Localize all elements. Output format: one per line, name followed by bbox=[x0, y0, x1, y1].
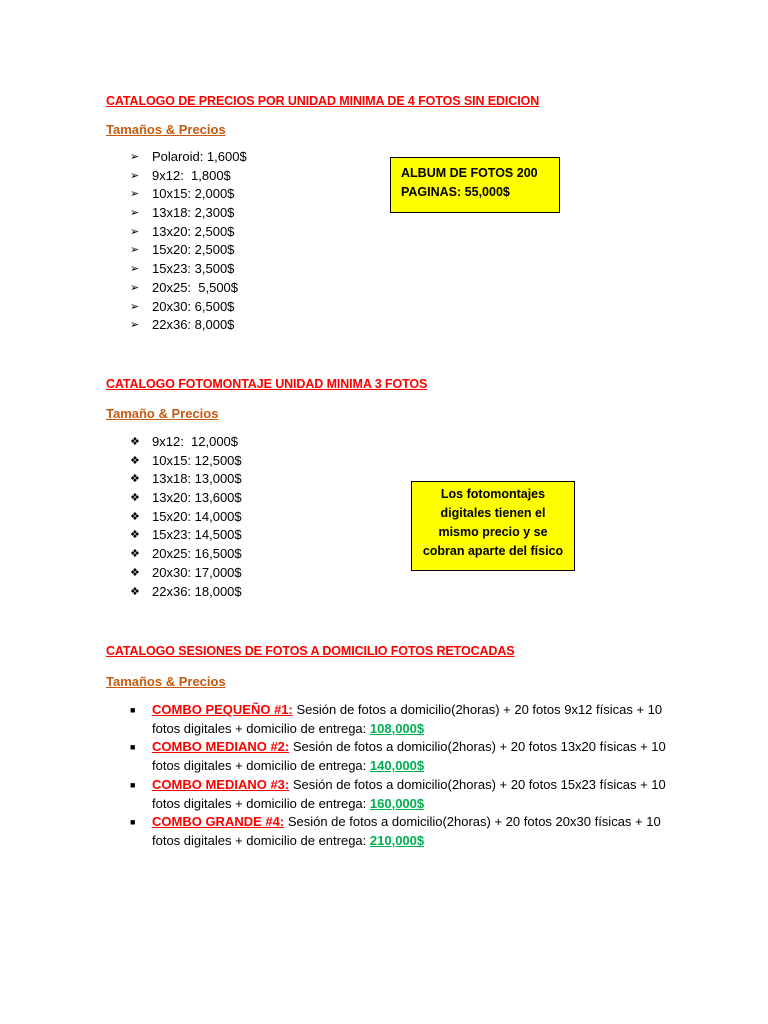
section1-price-list bbox=[130, 148, 247, 335]
section2-price-list bbox=[130, 433, 242, 601]
price-list-item-text: Polaroid: 1,600$ bbox=[152, 149, 247, 164]
combo-body bbox=[152, 738, 690, 775]
price-list-item bbox=[130, 316, 247, 335]
combo-description: Sesión de fotos a domicilio(2horas) + 20 fotos 9x12 físicas + 10 fotos digitales + domicilio de entrega: bbox=[152, 702, 663, 736]
price-list-item bbox=[130, 470, 242, 489]
price-list-item-text: 20x25: 16,500$ bbox=[152, 546, 242, 562]
diamond-bullet-icon: ❖ bbox=[130, 473, 140, 486]
price-list-item-text: 22x36: 18,000$ bbox=[152, 583, 242, 599]
diamond-bullet-icon: ❖ bbox=[130, 510, 140, 523]
square-bullet-icon: ■ bbox=[130, 779, 136, 790]
combo-label: COMBO MEDIANO #2: bbox=[152, 739, 290, 755]
arrowhead-bullet-icon: ➢ bbox=[130, 207, 140, 220]
section3-subtitle: Tamaños & Precios bbox=[106, 674, 226, 689]
arrowhead-bullet-icon: ➢ bbox=[130, 169, 140, 182]
combo-label: COMBO GRANDE #4: bbox=[152, 814, 285, 830]
combo-description: Sesión de fotos a domicilio(2horas) + 20 fotos 15x23 físicas + 10 fotos digitales + domicilio de entrega: bbox=[152, 776, 666, 811]
section2-title: CATALOGO FOTOMONTAJE UNIDAD MINIMA 3 FOTOS bbox=[106, 377, 428, 391]
price-list-item bbox=[130, 526, 242, 545]
section3-title: CATALOGO SESIONES DE FOTOS A DOMICILIO FOTOS RETOCADAS bbox=[106, 644, 515, 658]
fotomontaje-note-box bbox=[411, 481, 575, 571]
price-list-item bbox=[130, 583, 242, 602]
price-list-item bbox=[130, 148, 247, 167]
price-list-item bbox=[130, 564, 242, 583]
arrowhead-bullet-icon: ➢ bbox=[130, 319, 140, 332]
price-list-item-text: 20x30: 6,500$ bbox=[152, 298, 235, 314]
combo-label: COMBO MEDIANO #3: bbox=[152, 776, 290, 792]
fotomontaje-note-line: cobran aparte del físico bbox=[422, 544, 564, 558]
combo-price: 210,000$ bbox=[369, 832, 425, 848]
combo-body bbox=[152, 813, 690, 850]
combo-list bbox=[130, 701, 690, 851]
price-list-item-text: 13x20: 13,600$ bbox=[152, 490, 242, 506]
arrowhead-bullet-icon: ➢ bbox=[130, 244, 140, 257]
arrowhead-bullet-icon: ➢ bbox=[130, 225, 140, 238]
diamond-bullet-icon: ❖ bbox=[130, 492, 140, 505]
price-list-item-text: 10x15: 12,500$ bbox=[152, 452, 242, 468]
diamond-bullet-icon: ❖ bbox=[130, 454, 140, 467]
price-list-item bbox=[130, 298, 247, 317]
arrowhead-bullet-icon: ➢ bbox=[130, 300, 140, 313]
arrowhead-bullet-icon: ➢ bbox=[130, 188, 140, 201]
album-note-line: PAGINAS: 55,000$ bbox=[401, 185, 510, 199]
fotomontaje-note-line: digitales tienen el bbox=[440, 506, 546, 520]
price-list-item-text: 15x23: 14,500$ bbox=[152, 527, 242, 543]
combo-item bbox=[130, 813, 690, 850]
combo-item bbox=[130, 701, 690, 738]
diamond-bullet-icon: ❖ bbox=[130, 585, 140, 598]
arrowhead-bullet-icon: ➢ bbox=[130, 281, 140, 294]
diamond-bullet-icon: ❖ bbox=[130, 529, 140, 542]
price-list-item-text: 22x36: 8,000$ bbox=[152, 317, 235, 333]
price-list-item bbox=[130, 433, 242, 452]
price-list-item-text: 15x20: 2,500$ bbox=[152, 242, 235, 258]
arrowhead-bullet-icon: ➢ bbox=[130, 263, 140, 276]
price-list-item bbox=[130, 204, 247, 223]
price-list-item bbox=[130, 279, 247, 298]
price-list-item-text: 13x18: 2,300$ bbox=[152, 205, 235, 221]
square-bullet-icon: ■ bbox=[130, 742, 136, 753]
price-list-item bbox=[130, 508, 242, 527]
combo-price: 140,000$ bbox=[369, 758, 425, 774]
combo-body bbox=[152, 701, 690, 738]
combo-body bbox=[152, 776, 690, 813]
price-list-item-text: 20x25: 5,500$ bbox=[152, 279, 239, 295]
price-list-item-text: 9x12: 1,800$ bbox=[152, 167, 231, 183]
arrowhead-bullet-icon: ➢ bbox=[130, 151, 140, 163]
price-list-item-text: 9x12: 12,000$ bbox=[152, 434, 239, 449]
section1-subtitle: Tamaños & Precios bbox=[106, 122, 226, 137]
combo-description: Sesión de fotos a domicilio(2horas) + 20 fotos 13x20 físicas + 10 fotos digitales + domicilio de entrega: bbox=[152, 739, 666, 774]
price-list-item bbox=[130, 185, 247, 204]
fotomontaje-note-line: Los fotomontajes bbox=[440, 487, 546, 501]
square-bullet-icon: ■ bbox=[130, 817, 136, 828]
section1-title: CATALOGO DE PRECIOS POR UNIDAD MINIMA DE 4 FOTOS SIN EDICION bbox=[106, 94, 540, 108]
price-list-item bbox=[130, 452, 242, 471]
combo-price: 108,000$ bbox=[369, 720, 425, 736]
price-list-item-text: 15x23: 3,500$ bbox=[152, 261, 235, 277]
price-list-item bbox=[130, 260, 247, 279]
combo-item bbox=[130, 776, 690, 813]
price-list-item bbox=[130, 241, 247, 260]
price-list-item bbox=[130, 223, 247, 242]
album-note-box bbox=[390, 157, 560, 213]
diamond-bullet-icon: ❖ bbox=[130, 548, 140, 561]
price-list-item-text: 15x20: 14,000$ bbox=[152, 508, 242, 524]
fotomontaje-note-line: mismo precio y se bbox=[438, 525, 548, 539]
price-list-item-text: 13x20: 2,500$ bbox=[152, 223, 235, 239]
diamond-bullet-icon: ❖ bbox=[130, 566, 140, 579]
album-note-line: ALBUM DE FOTOS 200 bbox=[401, 166, 538, 180]
square-bullet-icon: ■ bbox=[130, 705, 136, 715]
price-list-item-text: 20x30: 17,000$ bbox=[152, 564, 242, 580]
price-list-item bbox=[130, 545, 242, 564]
price-list-item-text: 13x18: 13,000$ bbox=[152, 471, 242, 487]
combo-price: 160,000$ bbox=[369, 795, 425, 811]
price-list-item bbox=[130, 167, 247, 186]
price-list-item-text: 10x15: 2,000$ bbox=[152, 186, 235, 202]
diamond-bullet-icon: ❖ bbox=[130, 436, 140, 448]
combo-description: Sesión de fotos a domicilio(2horas) + 20 fotos 20x30 físicas + 10 fotos digitales + domicilio de entrega: bbox=[152, 814, 661, 848]
combo-label: COMBO PEQUEÑO #1: bbox=[152, 702, 293, 717]
price-list-item bbox=[130, 489, 242, 508]
combo-item bbox=[130, 738, 690, 775]
section2-subtitle: Tamaño & Precios bbox=[106, 406, 219, 421]
